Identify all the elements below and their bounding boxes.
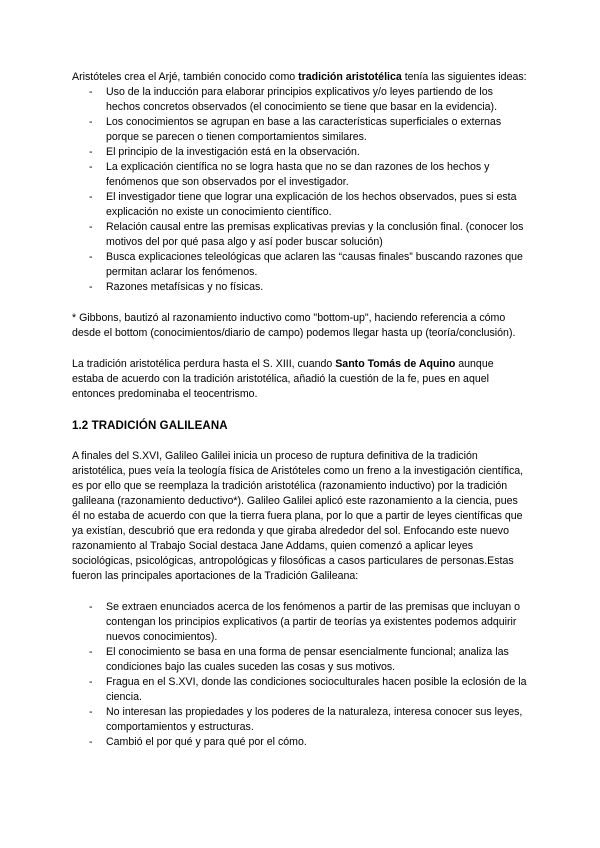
list-item: - Fragua en el S.XVI, donde las condiciones socioculturales hacen posible la eclosión de la ciencia.	[72, 675, 528, 705]
aquinas-bold-name: Santo Tomás de Aquino	[335, 358, 456, 370]
list-item: - Se extraen enunciados acerca de los fenómenos a partir de las premisas que incluyan o contengan los principios explicativos (a partir de teorías ya existentes podemos adquirir nuevos conocimientos).	[72, 600, 528, 645]
list-item: - No interesan las propiedades y los poderes de la naturaleza, interesa conocer sus leyes, comportamientos y estructuras.	[72, 705, 528, 735]
intro-text-end: tenía las siguientes ideas:	[401, 71, 527, 83]
list-item: - El principio de la investigación está en la observación.	[72, 145, 528, 160]
aquinas-text-end: aunque estaba de acuerdo con la tradición aristotélica, añadió la cuestión de la fe, pues en aquel entonces predominaba el teocentrismo.	[72, 358, 494, 400]
intro-paragraph	[72, 70, 528, 85]
galilean-paragraph: A finales del S.XVI, Galileo Galilei inicia un proceso de ruptura definitiva de la tradición aristotélica, pues veía la teología física de Aristóteles como un freno a la investigación científica, es por ello que se reemplaza la tradición aristotélica (razonamiento inductivo) por la tradición galileana (razonamiento deductivo*). Galileo Galilei aplicó este razonamiento a la ciencia, pues él no estaba de acuerdo con que la tierra fuera plana, por lo que a partir de leyes científicas que ya existían, descubrió que era redonda y que giraba alrededor del sol. Enfocando este nuevo razonamiento al Trabajo Social destaca Jane Addams, quien comenzó a aplicar leyes sociológicas, psicológicas, antropológicas y filosóficas a casos particulares de personas.Estas fueron las principales aportaciones de la Tradición Galileana:	[72, 450, 524, 582]
list-item: - Relación causal entre las premisas explicativas previas y la conclusión final. (conocer los motivos del por qué pasa algo y así poder buscar solución)	[72, 220, 528, 250]
intro-text: Aristóteles crea el Arjé, también conocido como	[72, 71, 299, 83]
list-item: - Uso de la inducción para elaborar principios explicativos y/o leyes partiendo de los hechos concretos observados (el conocimiento se tiene que basar en la evidencia).	[72, 85, 528, 115]
aristotelian-ideas-list	[72, 85, 528, 295]
aquinas-text: La tradición aristotélica perdura hasta el S. XIII, cuando	[72, 358, 336, 370]
list-item: - El conocimiento se basa en una forma de pensar esencialmente funcional; analiza las condiciones bajo las cuales suceden las cosas y sus motivos.	[72, 645, 528, 675]
footnote-paragraph: * Gibbons, bautizó al razonamiento inductivo como "bottom-up", haciendo referencia a cómo desde el bottom (conocimientos/diario de campo) podemos llegar hasta up (teoría/conclusión).	[72, 312, 516, 339]
galilean-contributions-list	[72, 600, 528, 750]
list-item: - La explicación científica no se logra hasta que no se dan razones de los hechos y fenómenos que son observados por el investigador.	[72, 160, 528, 190]
list-item: - Razones metafísicas y no físicas.	[72, 280, 528, 295]
document-page	[72, 70, 528, 750]
intro-bold-term: tradición aristotélica	[298, 71, 402, 83]
list-item: - Cambió el por qué y para qué por el cómo.	[72, 735, 528, 750]
section-heading: 1.2 TRADICIÓN GALILEANA	[72, 420, 228, 432]
list-item: - Busca explicaciones teleológicas que aclaren las “causas finales” buscando razones que permitan aclarar los fenómenos.	[72, 250, 528, 280]
list-item: - El investigador tiene que lograr una explicación de los hechos observados, pues si esta explicación no existe un conocimiento científico.	[72, 190, 528, 220]
aquinas-paragraph	[72, 357, 528, 402]
list-item: - Los conocimientos se agrupan en base a las características superficiales o externas porque se parecen o tienen comportamientos similares.	[72, 115, 528, 145]
